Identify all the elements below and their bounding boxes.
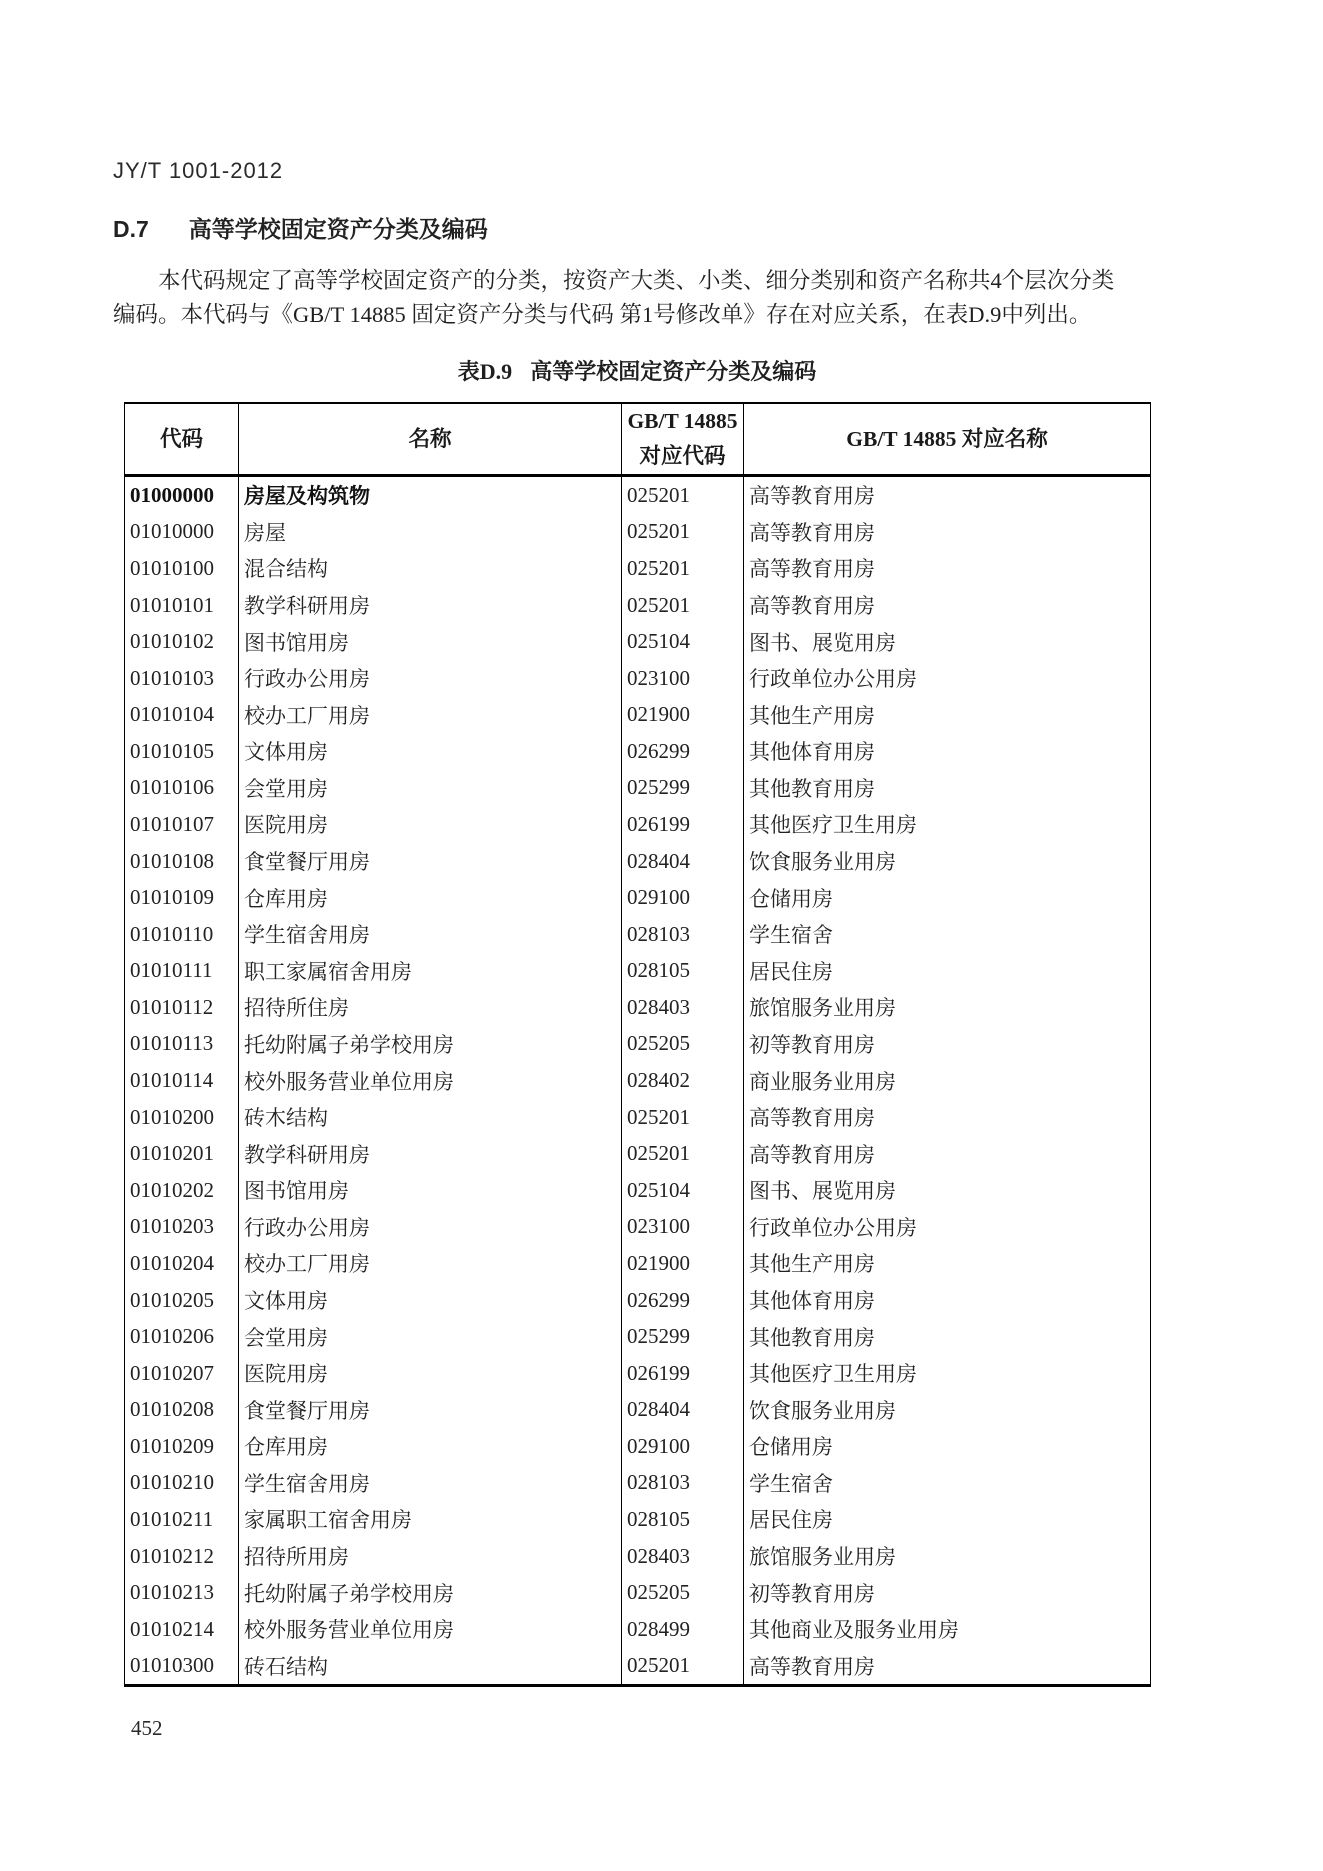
cell-gbt-name: 初等教育用房: [744, 1574, 1151, 1611]
cell-gbt-name: 图书、展览用房: [744, 1172, 1151, 1209]
table-row: [125, 879, 1151, 916]
cell-gbt-name: 高等教育用房: [744, 1099, 1151, 1136]
cell-gbt-code: 028403: [622, 989, 744, 1026]
cell-gbt-name: 学生宿舍: [744, 1465, 1151, 1502]
table-row: [125, 1209, 1151, 1246]
cell-gbt-code: 028402: [622, 1062, 744, 1099]
cell-name: 文体用房: [239, 733, 622, 770]
cell-gbt-name: 其他体育用房: [744, 1282, 1151, 1319]
table-row: [125, 1099, 1151, 1136]
table-row: [125, 1026, 1151, 1063]
cell-code: 01010112: [125, 989, 239, 1026]
cell-gbt-name: 其他医疗卫生用房: [744, 1355, 1151, 1392]
cell-gbt-code: 028403: [622, 1538, 744, 1575]
section-title: 高等学校固定资产分类及编码: [188, 216, 488, 242]
cell-name: 学生宿舍用房: [239, 1465, 622, 1502]
table-row: [125, 1355, 1151, 1392]
cell-gbt-name: 高等教育用房: [744, 1135, 1151, 1172]
cell-name: 食堂餐厅用房: [239, 1391, 622, 1428]
cell-code: 01010202: [125, 1172, 239, 1209]
cell-gbt-code: 021900: [622, 1245, 744, 1282]
cell-gbt-code: 028404: [622, 1391, 744, 1428]
table-row: [125, 696, 1151, 733]
cell-code: 01010201: [125, 1135, 239, 1172]
cell-name: 教学科研用房: [239, 1135, 622, 1172]
cell-name: 文体用房: [239, 1282, 622, 1319]
table-row: [125, 953, 1151, 990]
table-row: [125, 476, 1151, 514]
cell-code: 01010203: [125, 1209, 239, 1246]
table-row: [125, 806, 1151, 843]
cell-gbt-code: 025299: [622, 770, 744, 807]
section-number: D.7: [113, 216, 149, 242]
cell-code: 01010207: [125, 1355, 239, 1392]
cell-gbt-name: 旅馆服务业用房: [744, 1538, 1151, 1575]
intro-paragraph: [113, 264, 1215, 331]
cell-gbt-code: 021900: [622, 696, 744, 733]
cell-gbt-name: 其他生产用房: [744, 1245, 1151, 1282]
cell-gbt-name: 高等教育用房: [744, 550, 1151, 587]
cell-name: 托幼附属子弟学校用房: [239, 1026, 622, 1063]
section-heading: [113, 211, 488, 244]
cell-gbt-name: 其他教育用房: [744, 770, 1151, 807]
cell-name: 房屋: [239, 514, 622, 551]
cell-gbt-code: 029100: [622, 879, 744, 916]
cell-gbt-name: 图书、展览用房: [744, 623, 1151, 660]
table-row: [125, 1245, 1151, 1282]
header-name: 名称: [239, 403, 622, 476]
cell-name: 仓库用房: [239, 879, 622, 916]
cell-gbt-name: 饮食服务业用房: [744, 843, 1151, 880]
cell-gbt-code: 025201: [622, 1135, 744, 1172]
cell-gbt-name: 其他体育用房: [744, 733, 1151, 770]
cell-gbt-code: 028103: [622, 916, 744, 953]
cell-code: 01010107: [125, 806, 239, 843]
cell-code: 01010208: [125, 1391, 239, 1428]
table-title-text: 高等学校固定资产分类及编码: [530, 359, 817, 384]
cell-code: 01010101: [125, 587, 239, 624]
cell-code: 01010213: [125, 1574, 239, 1611]
cell-code: 01010103: [125, 660, 239, 697]
cell-gbt-code: 025201: [622, 550, 744, 587]
cell-gbt-name: 行政单位办公用房: [744, 660, 1151, 697]
table-row: [125, 1648, 1151, 1686]
cell-name: 校办工厂用房: [239, 696, 622, 733]
cell-name: 会堂用房: [239, 1318, 622, 1355]
cell-name: 医院用房: [239, 1355, 622, 1392]
table-row: [125, 1282, 1151, 1319]
cell-gbt-name: 饮食服务业用房: [744, 1391, 1151, 1428]
table-row: [125, 770, 1151, 807]
cell-name: 砖木结构: [239, 1099, 622, 1136]
cell-code: 01010212: [125, 1538, 239, 1575]
table-row: [125, 1318, 1151, 1355]
cell-name: 食堂餐厅用房: [239, 843, 622, 880]
cell-gbt-name: 初等教育用房: [744, 1026, 1151, 1063]
cell-name: 家属职工宿舍用房: [239, 1501, 622, 1538]
table-header-row: [125, 403, 1151, 476]
cell-code: 01010114: [125, 1062, 239, 1099]
cell-gbt-name: 仓储用房: [744, 879, 1151, 916]
table-row: [125, 514, 1151, 551]
cell-name: 图书馆用房: [239, 1172, 622, 1209]
cell-code: 01010105: [125, 733, 239, 770]
cell-gbt-name: 居民住房: [744, 1501, 1151, 1538]
table-row: [125, 1428, 1151, 1465]
table-title: [124, 355, 1150, 386]
cell-name: 招待所用房: [239, 1538, 622, 1575]
cell-code: 01010100: [125, 550, 239, 587]
cell-name: 医院用房: [239, 806, 622, 843]
cell-gbt-code: 028105: [622, 953, 744, 990]
cell-gbt-name: 高等教育用房: [744, 514, 1151, 551]
classification-table: [124, 402, 1151, 1687]
table-row: [125, 843, 1151, 880]
cell-gbt-name: 高等教育用房: [744, 587, 1151, 624]
cell-gbt-code: 025201: [622, 587, 744, 624]
cell-code: 01010110: [125, 916, 239, 953]
cell-code: 01010205: [125, 1282, 239, 1319]
cell-gbt-code: 025205: [622, 1026, 744, 1063]
cell-code: 01010104: [125, 696, 239, 733]
cell-gbt-name: 商业服务业用房: [744, 1062, 1151, 1099]
cell-name: 校外服务营业单位用房: [239, 1611, 622, 1648]
cell-gbt-name: 其他商业及服务业用房: [744, 1611, 1151, 1648]
table-row: [125, 989, 1151, 1026]
table-row: [125, 660, 1151, 697]
cell-gbt-code: 025104: [622, 1172, 744, 1209]
cell-gbt-code: 026199: [622, 1355, 744, 1392]
table-row: [125, 1465, 1151, 1502]
cell-name: 混合结构: [239, 550, 622, 587]
cell-gbt-name: 高等教育用房: [744, 1648, 1151, 1686]
cell-name: 房屋及构筑物: [239, 476, 622, 514]
cell-name: 会堂用房: [239, 770, 622, 807]
cell-gbt-code: 028404: [622, 843, 744, 880]
cell-name: 砖石结构: [239, 1648, 622, 1686]
cell-gbt-name: 其他生产用房: [744, 696, 1151, 733]
cell-gbt-code: 025201: [622, 514, 744, 551]
cell-gbt-code: 028499: [622, 1611, 744, 1648]
cell-name: 行政办公用房: [239, 660, 622, 697]
cell-name: 行政办公用房: [239, 1209, 622, 1246]
cell-gbt-code: 025201: [622, 1648, 744, 1686]
table-row: [125, 1574, 1151, 1611]
header-gbt-code-line2: 对应代码: [639, 444, 726, 468]
cell-gbt-name: 学生宿舍: [744, 916, 1151, 953]
cell-code: 01010200: [125, 1099, 239, 1136]
cell-gbt-name: 旅馆服务业用房: [744, 989, 1151, 1026]
cell-code: 01010000: [125, 514, 239, 551]
cell-gbt-code: 025201: [622, 1099, 744, 1136]
cell-gbt-code: 028105: [622, 1501, 744, 1538]
cell-code: 01010206: [125, 1318, 239, 1355]
paragraph-line-2: 编码。本代码与《GB/T 14885 固定资产分类与代码 第1号修改单》存在对应关系，在表D.9中列出。: [113, 301, 1092, 327]
cell-gbt-code: 025104: [622, 623, 744, 660]
cell-code: 01010109: [125, 879, 239, 916]
cell-name: 图书馆用房: [239, 623, 622, 660]
header-code: 代码: [125, 403, 239, 476]
cell-code: 01010108: [125, 843, 239, 880]
cell-gbt-name: 高等教育用房: [744, 476, 1151, 514]
cell-code: 01010204: [125, 1245, 239, 1282]
cell-gbt-name: 居民住房: [744, 953, 1151, 990]
cell-gbt-name: 仓储用房: [744, 1428, 1151, 1465]
table-row: [125, 550, 1151, 587]
table-row: [125, 1391, 1151, 1428]
table-row: [125, 1135, 1151, 1172]
table-row: [125, 587, 1151, 624]
cell-gbt-code: 025205: [622, 1574, 744, 1611]
cell-gbt-code: 028103: [622, 1465, 744, 1502]
cell-code: 01010210: [125, 1465, 239, 1502]
cell-code: 01010111: [125, 953, 239, 990]
table-title-label: 表D.9: [457, 359, 513, 384]
cell-name: 教学科研用房: [239, 587, 622, 624]
cell-code: 01000000: [125, 476, 239, 514]
table-row: [125, 1611, 1151, 1648]
cell-gbt-code: 029100: [622, 1428, 744, 1465]
cell-gbt-name: 其他教育用房: [744, 1318, 1151, 1355]
standard-number: JY/T 1001-2012: [113, 158, 284, 183]
cell-code: 01010106: [125, 770, 239, 807]
table-row: [125, 1062, 1151, 1099]
cell-code: 01010214: [125, 1611, 239, 1648]
cell-code: 01010113: [125, 1026, 239, 1063]
table-row: [125, 1501, 1151, 1538]
header-gbt-code-line1: GB/T 14885: [627, 409, 738, 433]
cell-code: 01010209: [125, 1428, 239, 1465]
header-gbt-name: GB/T 14885 对应名称: [744, 403, 1151, 476]
table-row: [125, 1172, 1151, 1209]
cell-name: 仓库用房: [239, 1428, 622, 1465]
table-row: [125, 733, 1151, 770]
cell-gbt-name: 行政单位办公用房: [744, 1209, 1151, 1246]
cell-name: 学生宿舍用房: [239, 916, 622, 953]
table-row: [125, 1538, 1151, 1575]
cell-name: 招待所住房: [239, 989, 622, 1026]
cell-gbt-code: 025299: [622, 1318, 744, 1355]
cell-gbt-name: 其他医疗卫生用房: [744, 806, 1151, 843]
table-row: [125, 916, 1151, 953]
cell-code: 01010102: [125, 623, 239, 660]
cell-gbt-code: 026199: [622, 806, 744, 843]
table-row: [125, 623, 1151, 660]
header-gbt-code: [622, 403, 744, 476]
cell-code: 01010211: [125, 1501, 239, 1538]
cell-code: 01010300: [125, 1648, 239, 1686]
cell-name: 校外服务营业单位用房: [239, 1062, 622, 1099]
cell-gbt-code: 025201: [622, 476, 744, 514]
cell-gbt-code: 026299: [622, 1282, 744, 1319]
page-number: 452: [131, 1716, 163, 1740]
paragraph-line-1: 本代码规定了高等学校固定资产的分类，按资产大类、小类、细分类别和资产名称共4个层次分类: [158, 268, 1115, 293]
cell-gbt-code: 023100: [622, 1209, 744, 1246]
cell-gbt-code: 026299: [622, 733, 744, 770]
cell-name: 托幼附属子弟学校用房: [239, 1574, 622, 1611]
cell-gbt-code: 023100: [622, 660, 744, 697]
cell-name: 职工家属宿舍用房: [239, 953, 622, 990]
cell-name: 校办工厂用房: [239, 1245, 622, 1282]
